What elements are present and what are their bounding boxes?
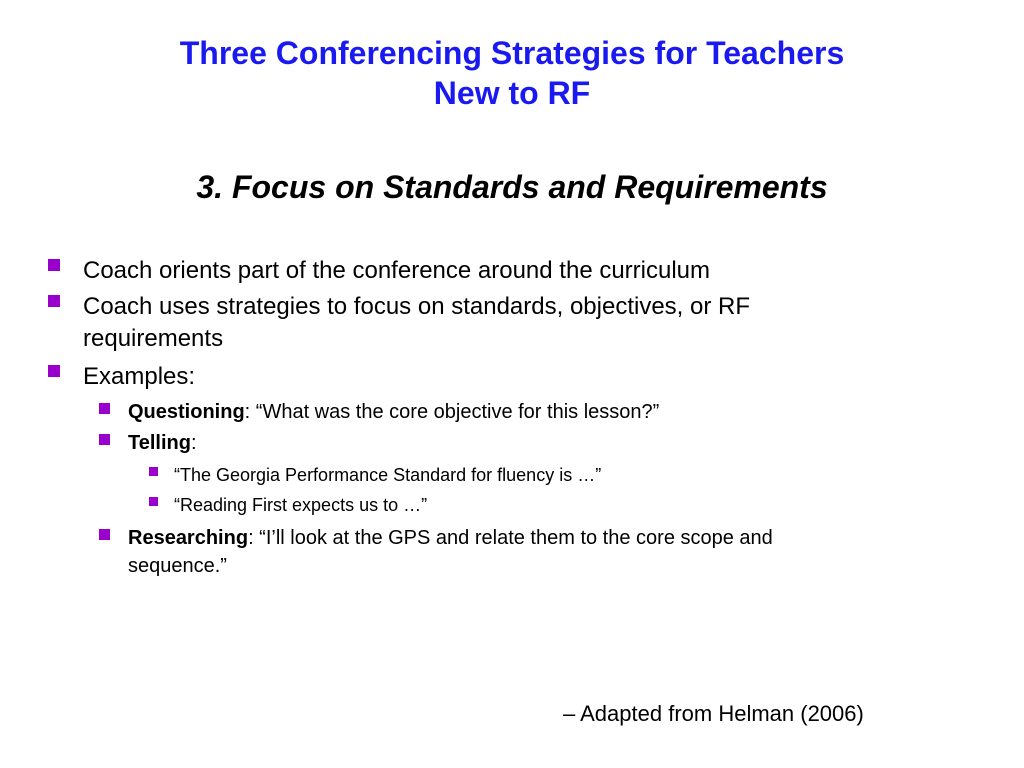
square-bullet-icon <box>99 403 110 414</box>
example-term: Telling <box>128 432 191 454</box>
example-researching <box>128 524 773 552</box>
example-term: Researching <box>128 527 249 549</box>
title-line-1: Three Conferencing Strategies for Teachers <box>179 35 845 71</box>
square-bullet-icon <box>149 467 158 476</box>
list-item <box>48 361 195 393</box>
square-bullet-icon <box>99 529 110 540</box>
example-quote: : “I’ll look at the GPS and relate them to the core scope and <box>248 527 773 549</box>
bullet-text: Examples: <box>83 363 196 390</box>
list-item <box>99 524 773 580</box>
list-item <box>149 462 601 488</box>
list-item <box>149 492 427 518</box>
square-bullet-icon <box>149 497 158 506</box>
telling-example-text: “The Georgia Performance Standard for fluency is …” <box>174 465 602 485</box>
list-item <box>99 398 659 426</box>
example-quote-line-2: sequence.” <box>128 555 227 577</box>
list-item <box>48 255 710 287</box>
example-questioning <box>128 398 659 426</box>
square-bullet-icon <box>99 434 110 445</box>
example-quote: : “What was the core objective for this lesson?” <box>244 401 660 423</box>
title-line-2: New to RF <box>433 75 591 111</box>
example-quote: : <box>190 432 197 454</box>
square-bullet-icon <box>48 365 60 377</box>
source-citation: – Adapted from Helman (2006) <box>563 701 864 726</box>
example-term: Questioning <box>128 401 245 423</box>
square-bullet-icon <box>48 259 60 271</box>
bullet-text-line-1: Coach uses strategies to focus on standards, objectives, or RF <box>83 293 750 320</box>
list-item <box>48 291 750 355</box>
bullet-text-line-2: requirements <box>83 325 224 352</box>
telling-example-text: “Reading First expects us to …” <box>174 495 428 515</box>
example-telling <box>128 429 197 457</box>
list-item <box>99 429 197 457</box>
bullet-text: Coach orients part of the conference around the curriculum <box>83 257 711 284</box>
square-bullet-icon <box>48 295 60 307</box>
slide-subtitle: 3. Focus on Standards and Requirements <box>196 169 828 205</box>
